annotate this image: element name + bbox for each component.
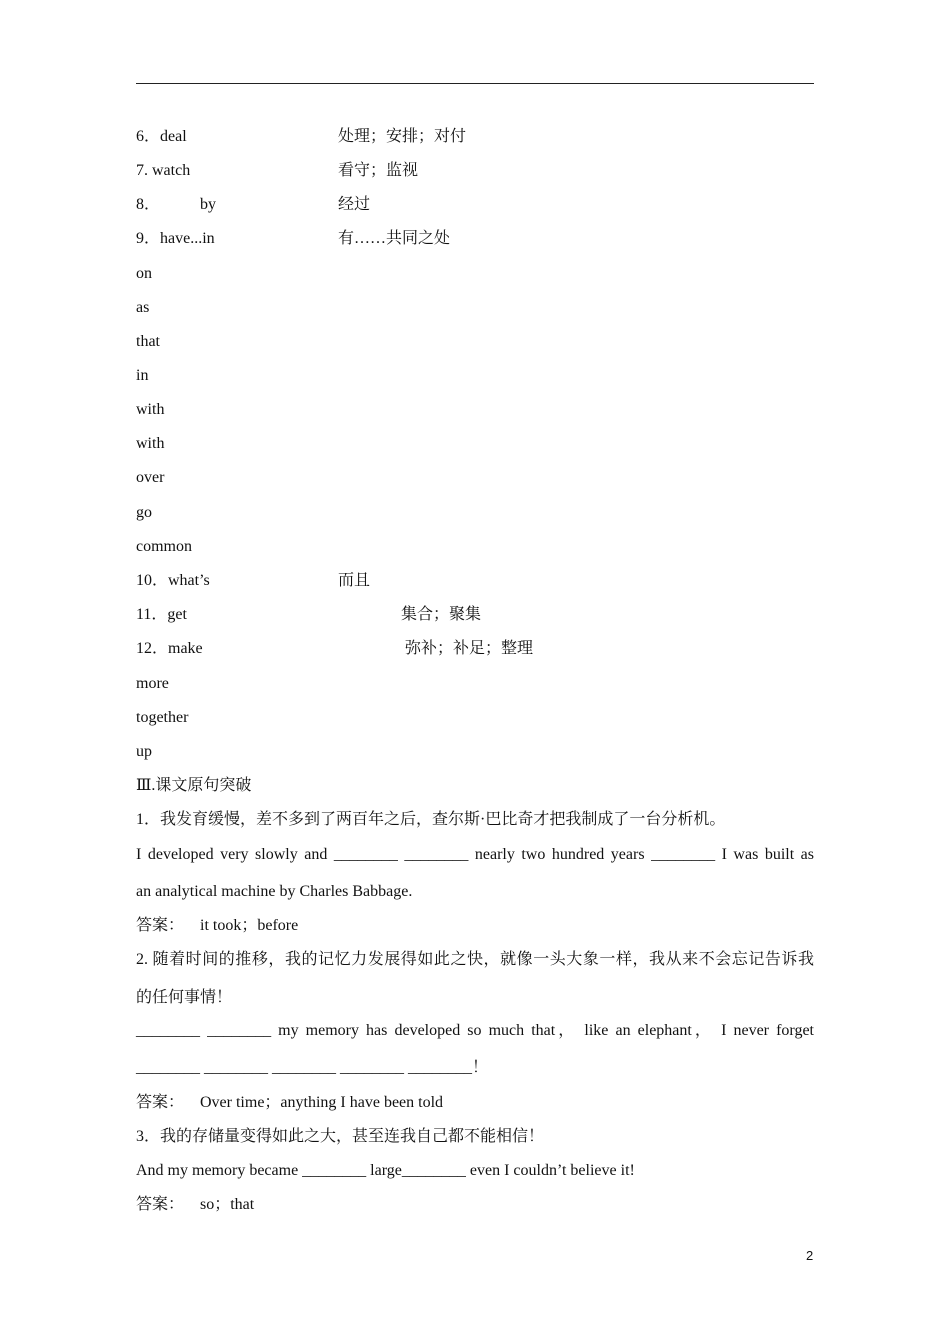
vocab-item-11: 11．get — [136, 606, 187, 623]
answer-word: with — [136, 435, 165, 452]
answer-word: over — [136, 469, 165, 486]
section-title: Ⅲ.课文原句突破 — [136, 777, 252, 794]
vocab-meaning-12: 弥补；补足；整理 — [405, 640, 534, 657]
q1-answer: 答案： it took；before — [136, 917, 299, 934]
vocab-meaning-7: 看守；监视 — [338, 162, 419, 179]
q1-chinese: 1．我发育缓慢，差不多到了两百年之后，查尔斯·巴比奇才把我制成了一台分析机。 — [136, 811, 726, 828]
vocab-item-8: 8． by — [136, 196, 217, 213]
q3-answer: 答案： so；that — [136, 1196, 255, 1213]
vocab-meaning-11: 集合；聚集 — [401, 606, 482, 623]
vocab-item-7: 7. watch — [136, 162, 191, 179]
answer-word: up — [136, 743, 152, 760]
answer-word: as — [136, 299, 150, 316]
answer-word: more — [136, 675, 169, 692]
page-number: 2 — [806, 1248, 814, 1263]
q1-english-line1: I developed very slowly and ________ ________ nearly two hundred years ________ I was built as — [136, 846, 814, 863]
vocab-meaning-10: 而且 — [338, 572, 371, 589]
answer-word: together — [136, 709, 189, 726]
q2-answer: 答案： Over time；anything I have been told — [136, 1094, 444, 1111]
vocab-meaning-9: 有……共同之处 — [338, 230, 451, 247]
answer-word: common — [136, 538, 192, 555]
answer-word: on — [136, 265, 152, 282]
vocab-meaning-8: 经过 — [338, 196, 371, 213]
q2-english-line1: ________ ________ my memory has developed so much that， like an elephant， I never forget — [136, 1022, 815, 1039]
q3-chinese: 3．我的存储量变得如此之大，甚至连我自己都不能相信！ — [136, 1128, 545, 1145]
vocab-item-12: 12．make — [136, 640, 203, 657]
q3-english: And my memory became ________ large________ even I couldn’t believe it! — [136, 1162, 635, 1179]
vocab-item-9: 9．have...in — [136, 230, 215, 247]
vocab-meaning-6: 处理；安排；对付 — [338, 128, 467, 145]
answer-word: that — [136, 333, 160, 350]
q2-chinese-line2: 的任何事情！ — [136, 989, 233, 1006]
vocab-item-10: 10．what’s — [136, 572, 210, 589]
vocab-item-6: 6．deal — [136, 128, 187, 145]
q2-chinese-line1: 2. 随着时间的推移，我的记忆力发展得如此之快，就像一头大象一样，我从来不会忘记告诉我 — [136, 951, 814, 968]
answer-word: go — [136, 504, 152, 521]
answer-word: in — [136, 367, 149, 384]
q2-english-line2: ________ ________ ________ ________ ________！ — [136, 1059, 489, 1076]
header-rule — [136, 83, 814, 84]
q1-english-line2: an analytical machine by Charles Babbage. — [136, 883, 413, 900]
answer-word: with — [136, 401, 165, 418]
